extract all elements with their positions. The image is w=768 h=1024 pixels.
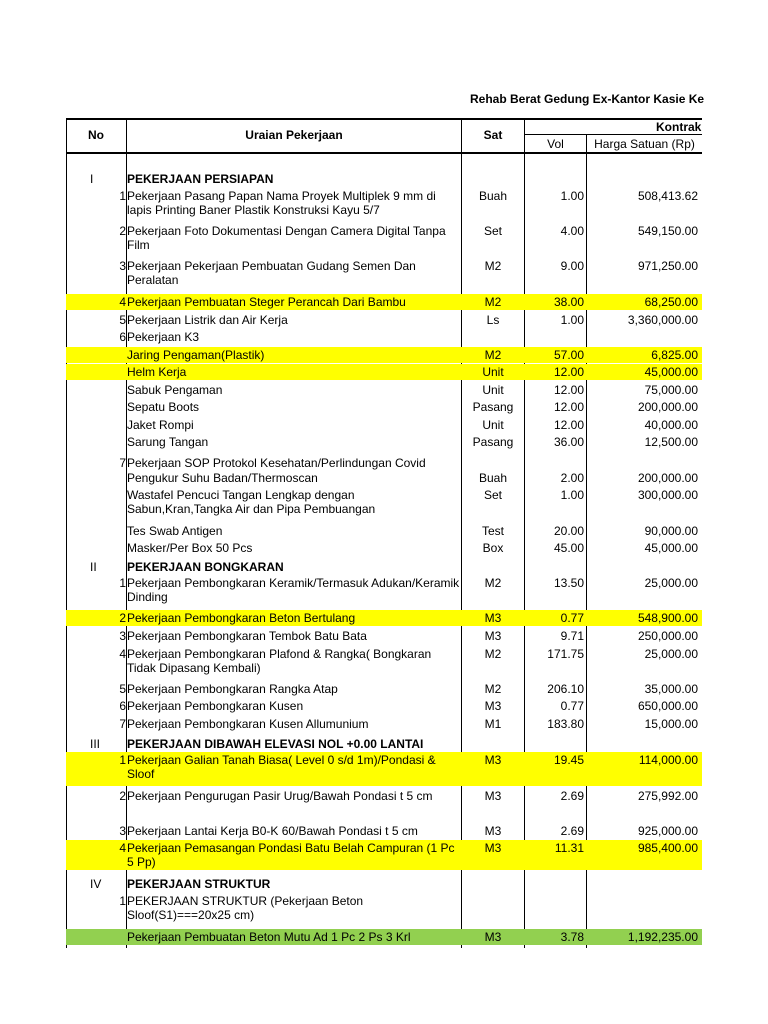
row-volume: 19.45 — [553, 753, 584, 767]
row-unit-price: 971,250.00 — [637, 259, 698, 273]
table-row — [66, 575, 702, 605]
row-unit: Set — [483, 224, 502, 238]
row-unit-price: 1,192,235.00 — [627, 930, 698, 944]
table-row — [66, 258, 702, 288]
row-unit: M2 — [484, 682, 502, 696]
row-unit-price: 90,000.00 — [644, 524, 698, 538]
row-unit: Box — [482, 541, 504, 555]
row-volume: 1.00 — [560, 189, 584, 203]
row-unit: Pasang — [472, 435, 514, 449]
row-volume: 12.00 — [553, 383, 584, 397]
row-no: 7 — [119, 717, 126, 731]
table-row — [66, 382, 702, 398]
row-no: 1 — [119, 753, 126, 767]
row-description: PEKERJAAN DIBAWAH ELEVASI NOL +0.00 LANTAI — [127, 737, 424, 751]
row-volume: 12.00 — [553, 418, 584, 432]
row-description: Pekerjaan Pembongkaran Kusen Allumunium — [127, 717, 369, 731]
row-volume: 206.10 — [547, 682, 584, 696]
table-row — [66, 681, 702, 697]
row-volume: 9.00 — [560, 259, 584, 273]
row-no: 4 — [119, 295, 126, 309]
header-vol: Vol — [547, 137, 564, 151]
row-unit: Unit — [482, 365, 504, 379]
row-description: Pekerjaan K3 — [127, 330, 200, 344]
header-top-border — [66, 118, 702, 120]
row-volume: 1.00 — [560, 488, 584, 502]
row-unit: Buah — [478, 471, 508, 485]
row-unit: M3 — [484, 629, 502, 643]
row-no: 1 — [119, 189, 126, 203]
sheet-title: Rehab Berat Gedung Ex-Kantor Kasie Ke — [470, 92, 705, 106]
row-unit: Buah — [478, 189, 508, 203]
row-unit: M3 — [484, 611, 502, 625]
row-unit-price: 45,000.00 — [644, 365, 698, 379]
row-description: Pekerjaan Pembuatan Steger Perancah Dari Bambu — [127, 295, 406, 309]
table-row — [66, 312, 702, 328]
row-volume: 45.00 — [553, 541, 584, 555]
row-description: Pekerjaan Pengurugan Pasir Urug/Bawah Pondasi t 5 cm — [127, 789, 433, 803]
table-row — [66, 559, 702, 573]
row-unit-price: 508,413.62 — [637, 189, 698, 203]
row-description: Pekerjaan Listrik dan Air Kerja — [127, 313, 288, 327]
row-volume: 1.00 — [560, 313, 584, 327]
row-description: Pekerjaan SOP Protokol Kesehatan/Perlindungan Covid — [127, 456, 426, 470]
table-row — [66, 487, 702, 517]
row-unit-price: 250,000.00 — [637, 629, 698, 643]
row-volume: 12.00 — [553, 365, 584, 379]
table-row — [66, 646, 702, 676]
row-description: Pekerjaan Pembuatan Beton Mutu Ad 1 Pc 2 Ps 3 Krl — [127, 930, 411, 944]
row-unit: M3 — [484, 789, 502, 803]
row-unit: M3 — [484, 753, 502, 767]
table-row — [66, 329, 702, 345]
row-unit-price: 925,000.00 — [637, 824, 698, 838]
table-row — [66, 364, 702, 380]
row-unit-price: 25,000.00 — [644, 576, 698, 590]
row-description: Pengukur Suhu Badan/Thermoscan — [127, 471, 318, 485]
row-volume: 171.75 — [547, 647, 584, 661]
row-unit-price: 35,000.00 — [644, 682, 698, 696]
row-description: Pekerjaan Foto Dokumentasi Dengan Camera Digital Tanpa Film — [127, 224, 446, 252]
header-kontrak: Kontrak — [656, 120, 702, 134]
row-unit-price: 12,500.00 — [644, 435, 698, 449]
row-unit-price: 200,000.00 — [637, 471, 698, 485]
row-description: Sabuk Pengaman — [127, 383, 223, 397]
row-unit: Unit — [482, 383, 504, 397]
table-row — [66, 840, 702, 870]
row-no: 2 — [119, 611, 126, 625]
row-no: 3 — [119, 629, 126, 643]
row-unit: Set — [483, 488, 502, 502]
table-row — [66, 223, 702, 253]
row-description: Masker/Per Box 50 Pcs — [127, 541, 253, 555]
row-unit: M2 — [484, 647, 502, 661]
table-row — [66, 716, 702, 732]
row-description: Jaring Pengaman(Plastik) — [127, 348, 265, 362]
row-unit: M3 — [484, 699, 502, 713]
row-no: 7 — [119, 456, 126, 470]
row-unit-price: 300,000.00 — [637, 488, 698, 502]
row-volume: 0.77 — [560, 611, 584, 625]
row-unit-price: 114,000.00 — [638, 753, 698, 767]
row-unit-price: 68,250.00 — [644, 295, 698, 309]
row-no: II — [90, 560, 97, 574]
row-volume: 9.71 — [560, 629, 584, 643]
row-volume: 11.31 — [554, 841, 584, 855]
row-no: 4 — [119, 841, 126, 855]
row-no: 2 — [119, 224, 126, 238]
row-description: Sarung Tangan — [127, 435, 209, 449]
row-unit-price: 75,000.00 — [644, 383, 698, 397]
row-volume: 12.00 — [553, 400, 584, 414]
row-volume: 2.69 — [560, 789, 584, 803]
row-volume: 57.00 — [553, 348, 584, 362]
row-unit-price: 985,400.00 — [637, 841, 698, 855]
row-no: 2 — [119, 789, 126, 803]
row-unit-price: 25,000.00 — [644, 647, 698, 661]
row-description: Pekerjaan Pembongkaran Beton Bertulang — [127, 611, 356, 625]
row-description: Jaket Rompi — [127, 418, 194, 432]
row-unit-price: 549,150.00 — [637, 224, 698, 238]
row-unit-price: 40,000.00 — [644, 418, 698, 432]
row-volume: 3.78 — [560, 930, 584, 944]
table-row — [66, 823, 702, 839]
row-description: Tes Swab Antigen — [127, 524, 223, 538]
row-no: 6 — [119, 330, 126, 344]
row-unit: M3 — [484, 824, 502, 838]
row-volume: 20.00 — [553, 524, 584, 538]
row-no: 3 — [119, 824, 126, 838]
row-unit: M3 — [484, 841, 502, 855]
row-no: 5 — [119, 682, 126, 696]
row-description: Sepatu Boots — [127, 400, 200, 414]
row-description: Helm Kerja — [127, 365, 187, 379]
row-description: Pekerjaan Lantai Kerja B0-K 60/Bawah Pondasi t 5 cm — [127, 824, 418, 838]
row-volume: 0.77 — [560, 699, 584, 713]
table-row — [66, 929, 702, 945]
header-mid-border — [524, 134, 702, 135]
table-row — [66, 752, 702, 786]
row-unit: M3 — [484, 930, 502, 944]
table-row — [66, 698, 702, 714]
table-row — [66, 188, 702, 218]
row-volume: 38.00 — [553, 295, 584, 309]
row-description: PEKERJAAN STRUKTUR (Pekerjaan Beton Sloof(S1)===20x25 cm) — [127, 894, 364, 922]
row-no: 1 — [119, 894, 126, 908]
row-description: Pekerjaan Pembongkaran Rangka Atap — [127, 682, 338, 696]
row-description: PEKERJAAN BONGKARAN — [127, 560, 284, 574]
row-description: Pekerjaan Pembongkaran Tembok Batu Bata — [127, 629, 367, 643]
table-row — [66, 540, 702, 556]
row-unit-price: 275,992.00 — [637, 789, 698, 803]
table-row — [66, 610, 702, 626]
table-row — [66, 294, 702, 310]
row-no: 1 — [119, 576, 126, 590]
row-volume: 36.00 — [553, 435, 584, 449]
row-description: Pekerjaan Pekerjaan Pembuatan Gudang Semen Dan Peralatan — [127, 259, 416, 287]
table-row — [66, 434, 702, 450]
row-no: 6 — [119, 699, 126, 713]
row-unit-price: 45,000.00 — [644, 541, 698, 555]
row-no: IV — [90, 877, 102, 891]
row-unit: Pasang — [472, 400, 514, 414]
row-unit: M2 — [484, 295, 502, 309]
header-no: No — [88, 128, 104, 142]
row-unit: M2 — [484, 259, 502, 273]
table-row — [66, 470, 702, 486]
row-description: Pekerjaan Pembongkaran Plafond & Rangka( Bongkaran Tidak Dipasang Kembali) — [127, 647, 432, 675]
row-unit: Unit — [482, 418, 504, 432]
row-description: Pekerjaan Pembongkaran Keramik/Termasuk Adukan/Keramik Dinding — [127, 576, 460, 604]
row-no: III — [90, 737, 101, 751]
row-description: PEKERJAAN STRUKTUR — [127, 877, 271, 891]
row-unit-price: 200,000.00 — [637, 400, 698, 414]
row-description: PEKERJAAN PERSIAPAN — [127, 172, 274, 186]
row-no: 3 — [119, 259, 126, 273]
table-row — [66, 347, 702, 363]
row-unit-price: 548,900.00 — [637, 611, 698, 625]
row-volume: 2.00 — [560, 471, 584, 485]
table-row — [66, 455, 702, 469]
row-no: I — [90, 172, 94, 186]
row-volume: 183.80 — [547, 717, 584, 731]
table-row — [66, 523, 702, 539]
row-description: Pekerjaan Pembongkaran Kusen — [127, 699, 304, 713]
row-volume: 13.50 — [553, 576, 584, 590]
row-volume: 2.69 — [560, 824, 584, 838]
table-row — [66, 788, 702, 804]
row-unit: M2 — [484, 348, 502, 362]
row-unit: Test — [481, 524, 504, 538]
table-row — [66, 399, 702, 415]
header-bottom-border — [66, 152, 702, 154]
table-row — [66, 736, 702, 750]
table-row — [66, 171, 702, 185]
table-row — [66, 628, 702, 644]
row-unit-price: 650,000.00 — [637, 699, 698, 713]
table-row — [66, 417, 702, 433]
row-unit-price: 3,360,000.00 — [627, 313, 698, 327]
header-harga: Harga Satuan (Rp) — [594, 137, 695, 151]
row-description: Pekerjaan Pemasangan Pondasi Batu Belah Campuran (1 Pc 5 Pp) — [127, 841, 455, 869]
header-sat: Sat — [483, 128, 503, 142]
row-volume: 4.00 — [560, 224, 584, 238]
row-description: Pekerjaan Pasang Papan Nama Proyek Multiplek 9 mm di lapis Printing Baner Plastik Konstruksi Kayu 5/7 — [127, 189, 436, 217]
row-no: 5 — [119, 313, 126, 327]
row-unit-price: 6,825.00 — [651, 348, 698, 362]
row-unit-price: 15,000.00 — [644, 717, 698, 731]
row-unit: Ls — [486, 313, 500, 327]
row-no: 4 — [119, 647, 126, 661]
row-description: Wastafel Pencuci Tangan Lengkap dengan Sabun,Kran,Tangka Air dan Pipa Pembuangan — [127, 488, 376, 516]
row-unit: M1 — [484, 717, 502, 731]
header-uraian: Uraian Pekerjaan — [245, 128, 343, 142]
table-row — [66, 876, 702, 890]
row-unit: M2 — [484, 576, 502, 590]
row-description: Pekerjaan Galian Tanah Biasa( Level 0 s/d 1m)/Pondasi & Sloof — [127, 753, 436, 781]
table-row — [66, 893, 702, 923]
